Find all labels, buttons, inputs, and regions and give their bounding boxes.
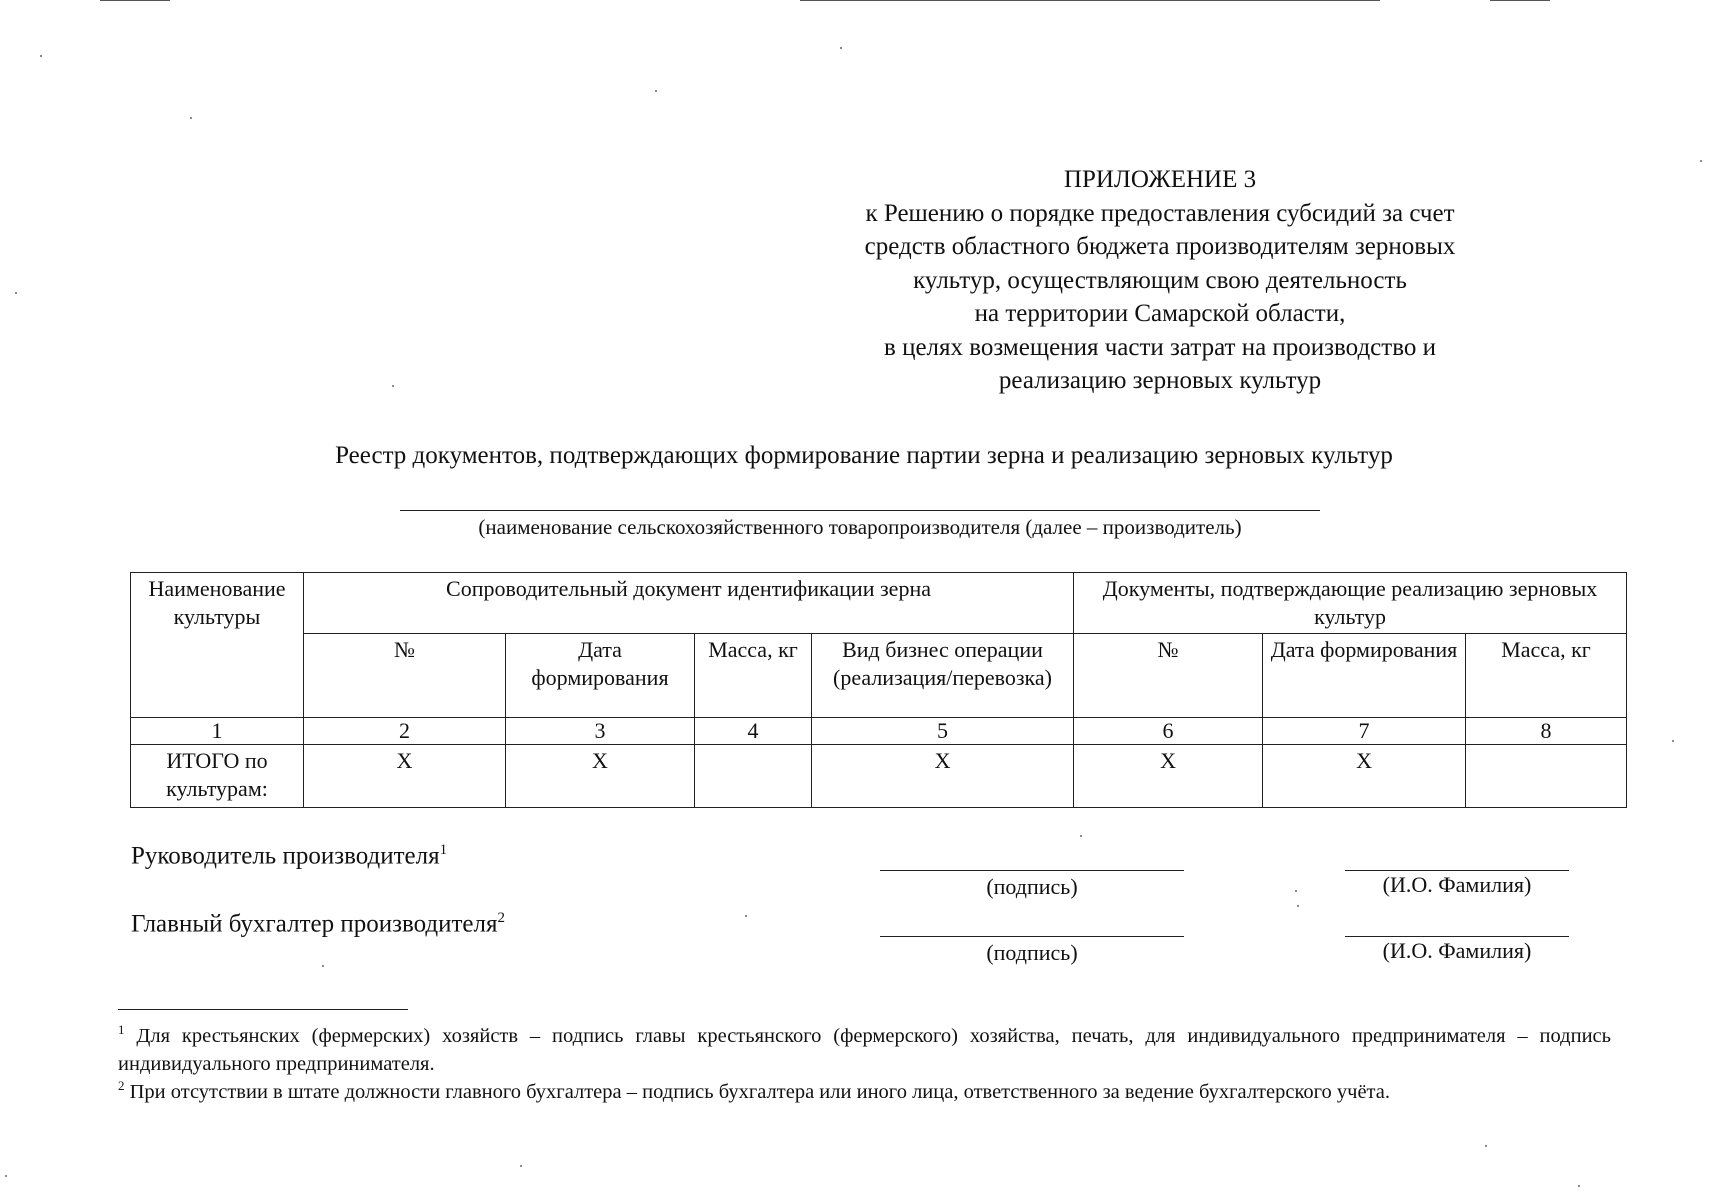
total-cell: Х	[1074, 744, 1263, 807]
scan-speck	[1700, 160, 1702, 162]
footnote-1-mark: 1	[118, 1022, 125, 1037]
producer-name-line[interactable]	[400, 510, 1320, 511]
scan-speck	[840, 47, 842, 49]
appendix-line: в целях возмещения части затрат на производство и	[884, 333, 1436, 361]
column-number: 1	[131, 717, 304, 744]
subheader-number: №	[304, 634, 506, 717]
scan-speck	[190, 117, 192, 119]
scan-edge-mark	[100, 0, 170, 1]
scan-speck	[392, 385, 394, 387]
subheader-sale-mass: Масса, кг	[1466, 634, 1627, 717]
column-number: 5	[812, 717, 1074, 744]
header-sale-documents: Документы, подтверждающие реализацию зерновых культур	[1074, 573, 1627, 634]
total-cell: Х	[1263, 744, 1466, 807]
total-cell[interactable]	[1466, 744, 1627, 807]
footnote-2	[118, 1072, 1611, 1106]
footnote-2-mark: 2	[118, 1078, 125, 1093]
head-signature-caption: (подпись)	[986, 874, 1078, 899]
head-signature-line[interactable]	[880, 870, 1184, 871]
appendix-line: к Решению о порядке предоставления субсидий за счет	[865, 199, 1455, 227]
accountant-signature-caption: (подпись)	[986, 940, 1078, 965]
subheader-sale-date: Дата формирования	[1263, 634, 1466, 717]
footnote-1	[118, 1016, 1611, 1078]
appendix-line: на территории Самарской области,	[974, 300, 1346, 327]
scan-speck	[1578, 1185, 1580, 1187]
head-name-line[interactable]	[1345, 870, 1569, 871]
column-number: 7	[1263, 717, 1466, 744]
footnote-2-text: При отсутствии в штате должности главного бухгалтера – подпись бухгалтера или иного лица, ответственного за ведение бухгалтерского учёта.	[129, 1080, 1390, 1103]
scan-speck	[655, 90, 657, 92]
scan-speck	[15, 292, 17, 294]
scan-speck	[745, 915, 747, 917]
producer-caption: (наименование сельскохозяйственного товаропроизводителя (далее – производитель)	[478, 515, 1242, 539]
appendix-line: средств областного бюджета производителям зерновых	[864, 233, 1456, 260]
footnote-mark: 2	[497, 910, 505, 926]
head-signature-text: Руководитель производителя	[131, 842, 440, 870]
accountant-name-line[interactable]	[1345, 936, 1569, 937]
scan-speck	[1485, 1145, 1487, 1147]
accountant-signature-label	[131, 910, 505, 938]
column-number: 3	[506, 717, 695, 744]
column-number: 4	[695, 717, 812, 744]
head-name-caption: (И.О. Фамилия)	[1382, 872, 1532, 897]
scan-speck	[40, 55, 42, 57]
footnote-divider	[118, 1009, 408, 1010]
total-cell: Х	[304, 744, 506, 807]
appendix-line: культур, осуществляющим свою деятельность	[913, 266, 1407, 294]
subheader-operation-type: Вид бизнес операции (реализация/перевозка)	[812, 634, 1074, 717]
scan-speck	[322, 965, 324, 967]
scan-speck	[5, 1175, 7, 1177]
column-number: 6	[1074, 717, 1263, 744]
scan-speck	[1295, 890, 1297, 892]
total-cell: Х	[812, 744, 1074, 807]
accountant-name-caption: (И.О. Фамилия)	[1382, 938, 1532, 963]
appendix-line: реализацию зерновых культур	[998, 367, 1322, 394]
total-cell[interactable]	[695, 744, 812, 807]
footnote-mark: 1	[439, 842, 448, 858]
scan-speck	[1297, 905, 1299, 907]
accountant-signature-text: Главный бухгалтер производителя	[131, 910, 498, 938]
total-row-label: ИТОГО по культурам:	[131, 744, 304, 807]
accountant-signature-line[interactable]	[880, 936, 1184, 937]
appendix-header	[840, 163, 1480, 398]
registry-table	[130, 572, 1627, 808]
header-grain-id-document: Сопроводительный документ идентификации зерна	[304, 573, 1074, 634]
subheader-mass: Масса, кг	[695, 634, 812, 717]
appendix-title: ПРИЛОЖЕНИЕ 3	[1063, 166, 1257, 193]
column-number: 2	[304, 717, 506, 744]
subheader-sale-number: №	[1074, 634, 1263, 717]
scan-edge-mark	[1490, 0, 1550, 1]
registry-title: Реестр документов, подтверждающих формирование партии зерна и реализацию зерновых культур	[335, 442, 1393, 469]
subheader-formation-date: Дата формирования	[506, 634, 695, 717]
scan-speck	[1672, 740, 1674, 742]
head-signature-label	[131, 842, 447, 870]
scan-speck	[1080, 835, 1082, 837]
total-cell: Х	[506, 744, 695, 807]
scan-speck	[520, 1165, 522, 1167]
footnote-1-text: Для крестьянских (фермерских) хозяйств – подпись главы крестьянского (фермерского) хозяйства, печать, для индивидуального предпринимателя – подпись индивидуального предпринимателя.	[118, 1024, 1612, 1075]
header-crop-name: Наименование культуры	[131, 573, 304, 718]
scan-edge-mark	[800, 0, 1380, 1]
column-number: 8	[1466, 717, 1627, 744]
